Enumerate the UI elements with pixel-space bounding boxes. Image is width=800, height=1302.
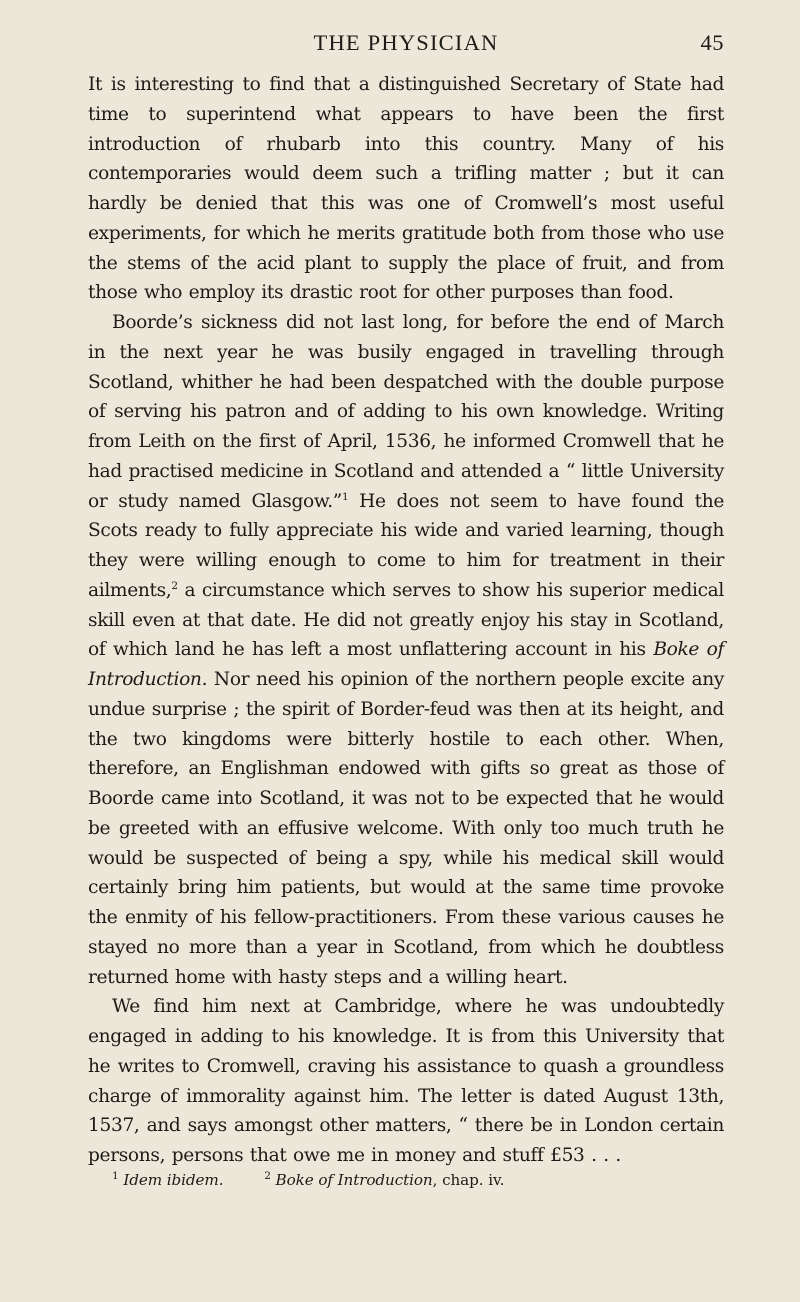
footnote-text: Boke of Introduction [275, 1170, 433, 1189]
footnote-suffix: , chap. iv. [432, 1170, 505, 1189]
paragraph-text: He does not seem to have found the Scots ready to fully appreciate his wide and varied learning, though they were willing enough to come to him for treatment in their ailments, [88, 490, 724, 601]
book-page [88, 30, 724, 1191]
body-text [88, 70, 724, 1171]
footnote-ref-2: 2 [171, 579, 178, 592]
paragraph-text: It is interesting to find that a distinguished Secretary of State had time to superintend what appears to have been the first introduction of rhubarb into this country. Many of his contemporaries would deem such a trifling matter ; but it can hardly be denied that this was one of Cromwell’s most useful experiments, for which he merits gratitude both from those who use the stems of the acid plant to supply the place of fruit, and from those who employ its drastic root for other purposes than food. [88, 74, 724, 304]
paragraph-text: a circumstance which serves to show his superior medical skill even at that date. He did not greatly enjoy his stay in Scotland, of which land he has left a most unflattering account in his [88, 579, 724, 661]
paragraph-text: . Nor need his opinion of the northern people excite any undue surprise ; the spirit of Border-feud was then at its height, and the two kingdoms were bitterly hostile to each other. When, therefore, an Englishman endowed with gifts so great as those of Boorde came into Scotland, it was not to be expected that he would be greeted with an effusive welcome. With only too much truth he would be suspected of being a spy, while his medical skill would certainly bring him patients, but would at the same time provoke the enmity of his fellow-practitioners. From these various causes he stayed no more than a year in Scotland, from which he doubtless returned home with hasty steps and a willing heart. [88, 669, 724, 988]
paragraph-cambridge [88, 992, 724, 1171]
paragraph-text: Boorde’s sickness did not last long, for before the end of March in the next year he was busily engaged in travelling through Scotland, whither he had been despatched with the double purpose of serving his patron and of adding to his own knowledge. Writing from Leith on the first of April, 1536, he informed Cromwell that he had practised medicine in Scotland and attended a “ little University or study named Glasgow.” [88, 312, 724, 512]
footnote-marker: 2 [264, 1169, 271, 1182]
page-number: 45 [700, 30, 724, 55]
paragraph-text: We find him next at Cambridge, where he was undoubtedly engaged in adding to his knowledge. It is from this University that he writes to Cromwell, craving his assistance to quash a groundless charge of immorality against him. The letter is dated August 13th, 1537, and says amongst other matters, “ there be in London certain persons, persons that owe me in money and stuff £53 . . . [88, 996, 724, 1166]
paragraph-rhubarb [88, 70, 724, 308]
running-head [88, 30, 724, 70]
footnote-2 [264, 1169, 504, 1191]
footnote-marker: 1 [112, 1169, 119, 1182]
footnote-text: Idem ibidem. [123, 1170, 224, 1189]
book-title-italic: Boke of Introduction [88, 639, 724, 690]
footnotes [88, 1169, 724, 1191]
footnote-ref-1: 1 [341, 490, 349, 503]
footnote-1 [112, 1169, 223, 1191]
running-title: THE PHYSICIAN [313, 30, 499, 55]
paragraph-scotland [88, 308, 724, 992]
